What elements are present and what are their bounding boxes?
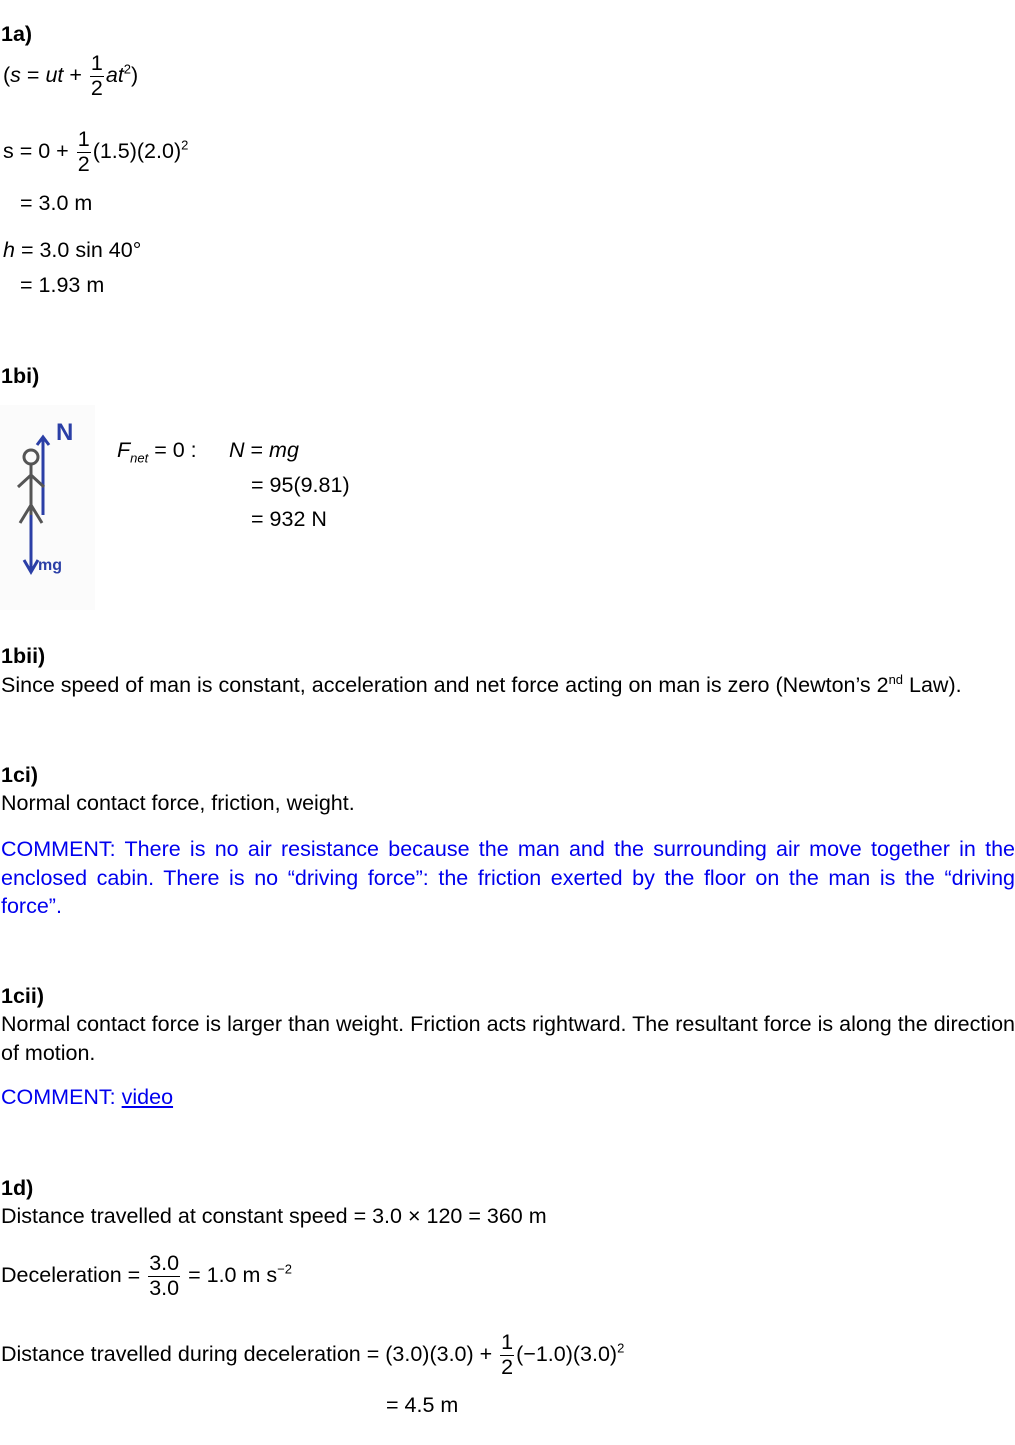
answer-1cii: Normal contact force is larger than weight. Friction acts rightward. The resultant force is along the direction of motion.	[1, 1012, 1015, 1065]
answer-1ci: Normal contact force, friction, weight.	[1, 791, 355, 815]
result-h: = 1.93 m	[20, 273, 105, 297]
weight-label: mg	[38, 557, 62, 574]
normal-force-label: N	[56, 419, 74, 446]
constant-speed-distance: Distance travelled at constant speed = 3.0 × 120 = 360 m	[1, 1204, 547, 1228]
comment-1cii: COMMENT: video	[1, 1085, 174, 1109]
deceleration-distance: Distance travelled during deceleration = (3.0)(3.0) + $\frac{1}{2}$ $(-1.0)(3.0)^2$	[1, 1330, 625, 1379]
comment-1ci: COMMENT: There is no air resistance because the man and the surrounding air move together in the enclosed cabin. There is no “driving force”: the friction exerted by the floor on the man is the “driving force”.	[1, 837, 1015, 918]
heading-1ci: 1ci)	[1, 763, 39, 787]
heading-1cii: 1cii)	[1, 984, 45, 1008]
result-s: = 3.0 m	[20, 191, 93, 215]
n-eq: N = mg	[229, 438, 299, 462]
free-body-diagram	[0, 405, 95, 610]
video-link[interactable]: video	[121, 1085, 174, 1109]
n-result: = 932 N	[251, 507, 327, 531]
substitution-line: s = 0 + $\frac{1}{2}$ $(1.5)(2.0)^2$	[3, 127, 189, 176]
height-eq: h = 3.0 sin 40°	[3, 238, 142, 262]
heading-1a: 1a)	[1, 22, 33, 46]
deceleration-result: = 4.5 m	[386, 1393, 459, 1417]
heading-1bi: 1bi)	[1, 364, 40, 388]
answer-1bii: Since speed of man is constant, acceleration and net force acting on man is zero (Newton’s 2nd Law).	[1, 672, 962, 698]
kinematics-formula: (s = ut + $\frac{1}{2}$ $at^2$)	[3, 51, 139, 100]
n-sub: = 95(9.81)	[251, 473, 350, 497]
heading-1bii: 1bii)	[1, 644, 46, 668]
heading-1d: 1d)	[1, 1176, 34, 1200]
deceleration-eq: Deceleration = $\frac{3.0}{3.0}$ = 1.0 m $s^{-2}$	[1, 1251, 292, 1300]
fnet-eq: $F_{net} = 0$ :	[117, 438, 197, 466]
stick-figure-icon	[0, 405, 95, 610]
